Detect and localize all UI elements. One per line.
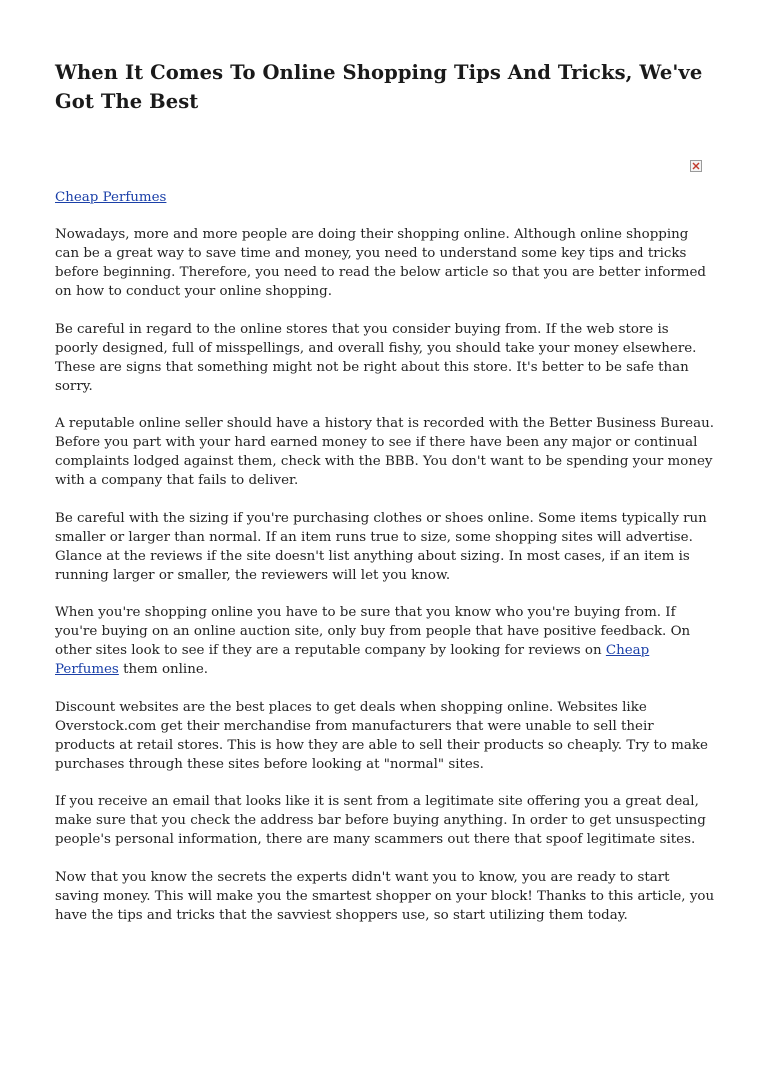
broken-image-icon bbox=[690, 160, 702, 172]
paragraph-intro: Nowadays, more and more people are doing their shopping online. Although online shopping can be a great way to save time and money, you need to understand some key tips and tricks before beginning. Therefore, you need to read the below article so that you are better informed on how to conduct your online shopping. bbox=[55, 227, 707, 299]
article-header bbox=[55, 58, 715, 116]
paragraph-seller-tail: them online. bbox=[118, 662, 209, 677]
paragraph-conclusion: Now that you know the secrets the experts didn't want you to know, you are ready to start saving money. This will make you the smartest shopper on your block! Thanks to this article, you have the tips and tricks that the savviest shoppers use, so start utilizing them today. bbox=[55, 869, 715, 923]
paragraph-seller-feedback bbox=[55, 603, 715, 679]
cheap-perfumes-link[interactable]: Cheap Perfumes bbox=[55, 190, 167, 205]
paragraph-sizing: Be careful with the sizing if you're purchasing clothes or shoes online. Some items typically run smaller or larger than normal. If an item runs true to size, some shopping sites will advertise. Glance at the reviews if the site doesn't list anything about sizing. In most cases, if an item is running larger or smaller, the reviewers will let you know. bbox=[55, 510, 707, 583]
paragraph-email-scams: If you receive an email that looks like it is sent from a legitimate site offering you a great deal, make sure that you check the address bar before buying anything. In order to get unsuspecting people's personal information, there are many scammers out there that spoof legitimate sites. bbox=[55, 794, 706, 847]
paragraph-bbb: A reputable online seller should have a history that is recorded with the Better Business Bureau. Before you part with your hard earned money to see if there have been any major or continual complaints lodged against them, check with the BBB. You don't want to be spending your money with a company that fails to deliver. bbox=[55, 416, 714, 488]
article-body bbox=[55, 225, 715, 943]
paragraph-store-caution: Be careful in regard to the online stores that you consider buying from. If the web store is poorly designed, full of misspellings, and overall fishy, you should take your money elsewhere. These are signs that something might not be right about this store. It's better to be safe than sorry. bbox=[55, 321, 697, 394]
paragraph-seller-text: When you're shopping online you have to be sure that you know who you're buying from. If you're buying on an online auction site, only buy from people that have positive feedback. On other sites look to see if they are a reputable company by looking for reviews on bbox=[55, 605, 691, 658]
page-title: When It Comes To Online Shopping Tips And Tricks, We've Got The Best bbox=[55, 61, 703, 113]
inline-cheap-perfumes-link[interactable]: Cheap Perfumes bbox=[55, 643, 650, 677]
close-icon bbox=[692, 162, 700, 170]
paragraph-discount-sites: Discount websites are the best places to get deals when shopping online. Websites like Overstock.com get their merchandise from manufacturers that were unable to sell their products at retail stores. This is how they are able to sell their products so cheaply. Try to make purchases through these sites before looking at "normal" sites. bbox=[55, 699, 708, 772]
top-link-paragraph bbox=[55, 188, 166, 207]
